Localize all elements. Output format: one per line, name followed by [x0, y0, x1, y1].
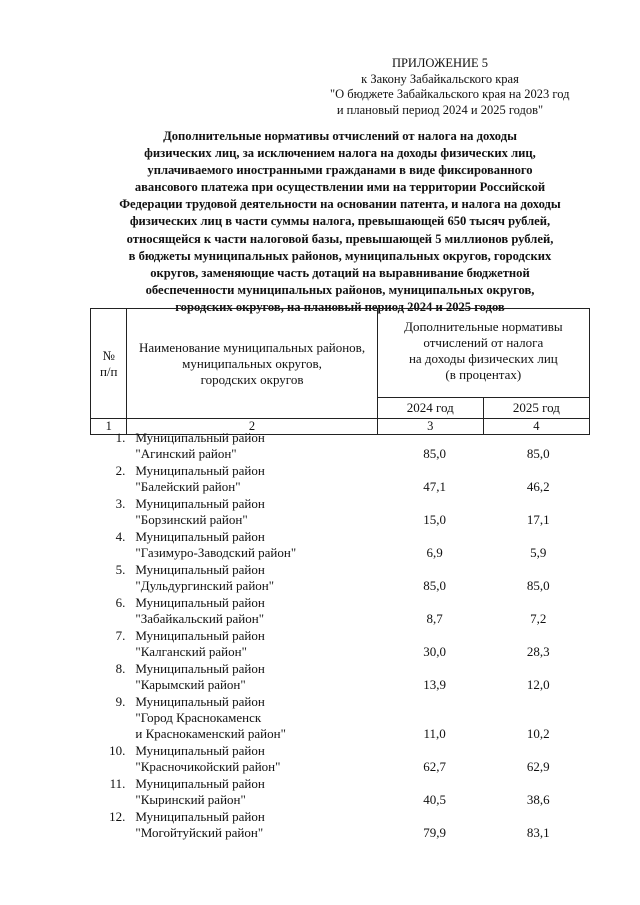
title-line: округов, заменяющие часть дотаций на выравнивание бюджетной — [150, 265, 530, 280]
norm-2025: 38,6 — [526, 792, 550, 807]
norm-2024: 40,5 — [423, 792, 446, 807]
municipality-name-line: Муниципальный район — [135, 496, 265, 511]
municipality-name-line: Муниципальный район — [135, 743, 265, 758]
title-line: Федерации трудовой деятельности на основании патента, и налога на доходы — [119, 197, 561, 212]
title-line: относящейся к части налоговой базы, превышающей 5 миллионов рублей, — [126, 231, 554, 246]
municipality-name-line: Муниципальный район — [135, 661, 265, 676]
appendix-line: и плановый период 2024 и 2025 годов" — [336, 102, 544, 117]
document-title — [80, 128, 600, 316]
table-row — [90, 776, 590, 809]
norm-2024: 79,9 — [423, 825, 446, 840]
table-row — [90, 809, 590, 842]
municipality-name-line: "Агинский район" — [135, 446, 237, 461]
municipality-name-line: Муниципальный район — [135, 562, 265, 577]
norm-2025: 46,2 — [526, 479, 550, 494]
municipality-name-line: и Краснокаменский район" — [135, 726, 286, 741]
norm-2024: 85,0 — [423, 446, 446, 461]
header-year-2024: 2024 год — [377, 398, 483, 419]
norm-2024: 30,0 — [423, 644, 446, 659]
municipality-name-line: "Карымский район" — [135, 677, 246, 692]
norm-2024: 85,0 — [423, 578, 446, 593]
norms-table-header — [90, 308, 590, 435]
municipality-name-line: Муниципальный район — [135, 595, 265, 610]
municipality-name-line: Муниципальный район — [135, 776, 265, 791]
norm-2025: 17,1 — [526, 512, 550, 527]
column-index: 3 — [377, 419, 483, 435]
municipality-name — [131, 496, 382, 529]
municipality-name — [131, 595, 382, 628]
municipality-name-line: "Могойтуйский район" — [135, 825, 264, 840]
municipality-name-line: Муниципальный район — [135, 694, 265, 709]
table-row — [90, 562, 590, 595]
municipality-name — [131, 661, 382, 694]
table-row — [90, 743, 590, 776]
table-row — [90, 628, 590, 661]
title-line: Дополнительные нормативы отчислений от налога на доходы — [163, 129, 517, 143]
municipality-name — [131, 776, 382, 809]
header-number: № п/п — [91, 309, 127, 419]
norm-2025: 83,1 — [526, 825, 550, 840]
municipality-name-line: "Калганский район" — [135, 644, 247, 659]
appendix-line: "О бюджете Забайкальского края на 2023 год — [330, 87, 570, 101]
norm-2024: 11,0 — [423, 726, 446, 741]
municipality-name-line: Муниципальный район — [135, 809, 265, 824]
municipality-name-line: "Газимуро-Заводский район" — [135, 545, 297, 560]
norm-2024: 15,0 — [423, 512, 446, 527]
table-row — [90, 430, 590, 463]
municipality-name-line: "Кыринский район" — [135, 792, 246, 807]
municipality-name-line: Муниципальный район — [135, 463, 265, 478]
norm-2025: 10,2 — [526, 726, 550, 741]
appendix-line: ПРИЛОЖЕНИЕ 5 — [391, 56, 489, 70]
municipality-name — [131, 562, 382, 595]
title-line: уплачиваемого иностранными гражданами в виде фиксированного — [147, 163, 533, 178]
norm-2024: 13,9 — [423, 677, 446, 692]
table-row — [90, 463, 590, 496]
norm-2025: 12,0 — [526, 677, 550, 692]
municipality-name — [131, 529, 382, 562]
table-row — [90, 661, 590, 694]
municipality-name-line: "Красночикойский район" — [135, 759, 281, 774]
norm-2025: 7,2 — [530, 611, 547, 626]
row-number: 1. — [115, 430, 126, 445]
title-line: физических лиц, за исключением налога на доходы физических лиц, — [144, 146, 536, 161]
column-index: 4 — [483, 419, 589, 435]
row-number: 6. — [115, 595, 126, 610]
norm-2025: 85,0 — [526, 446, 550, 461]
municipality-name — [131, 743, 382, 776]
title-line: физических лиц в части суммы налога, превышающей 650 тысяч рублей, — [129, 214, 551, 229]
table-row — [90, 529, 590, 562]
norm-2025: 28,3 — [526, 644, 550, 659]
row-number: 3. — [115, 496, 126, 511]
norm-2024: 47,1 — [423, 479, 446, 494]
column-index: 2 — [127, 419, 377, 435]
table-row — [90, 694, 590, 743]
norms-table-body — [90, 430, 590, 842]
municipality-name — [131, 694, 382, 743]
municipality-name-line: "Борзинский район" — [135, 512, 248, 527]
row-number: 4. — [115, 529, 126, 544]
row-number: 12. — [109, 809, 126, 824]
row-number: 10. — [109, 743, 126, 758]
municipality-name-line: Муниципальный район — [135, 430, 265, 445]
norm-2025: 62,9 — [526, 759, 550, 774]
row-number: 5. — [115, 562, 126, 577]
row-number: 11. — [109, 776, 126, 791]
municipality-name — [131, 430, 382, 463]
header-norms: Дополнительные нормативы отчислений от налога на доходы физических лиц (в процентах) — [377, 309, 589, 398]
appendix-heading — [330, 56, 570, 118]
municipality-name — [131, 463, 382, 496]
title-line: в бюджеты муниципальных районов, муниципальных округов, городских — [128, 248, 552, 263]
municipality-name — [131, 809, 382, 842]
norm-2025: 85,0 — [526, 578, 550, 593]
municipality-name-line: "Дульдургинский район" — [135, 578, 275, 593]
header-name: Наименование муниципальных районов, муниципальных округов, городских округов — [127, 309, 377, 419]
row-number: 8. — [115, 661, 126, 676]
municipality-name — [131, 628, 382, 661]
municipality-name-line: "Город Краснокаменск — [135, 710, 262, 725]
title-line: авансового платежа при осуществлении ими на территории Российской — [134, 180, 546, 195]
row-number: 7. — [115, 628, 126, 643]
title-line: городских округов, на плановый период 2024 и 2025 годов — [175, 299, 505, 314]
column-index: 1 — [91, 419, 127, 435]
norm-2024: 62,7 — [423, 759, 446, 774]
title-line: обеспеченности муниципальных районов, муниципальных округов, — [145, 282, 535, 297]
municipality-name-line: Муниципальный район — [135, 628, 265, 643]
row-number: 9. — [115, 694, 126, 709]
municipality-name-line: Муниципальный район — [135, 529, 265, 544]
norm-2024: 8,7 — [426, 611, 443, 626]
row-number: 2. — [115, 463, 126, 478]
norm-2024: 6,9 — [426, 545, 443, 560]
table-row — [90, 595, 590, 628]
norm-2025: 5,9 — [530, 545, 547, 560]
table-row — [90, 496, 590, 529]
appendix-line: к Закону Забайкальского края — [361, 71, 519, 86]
municipality-name-line: "Балейский район" — [135, 479, 241, 494]
header-year-2025: 2025 год — [483, 398, 589, 419]
municipality-name-line: "Забайкальский район" — [135, 611, 265, 626]
